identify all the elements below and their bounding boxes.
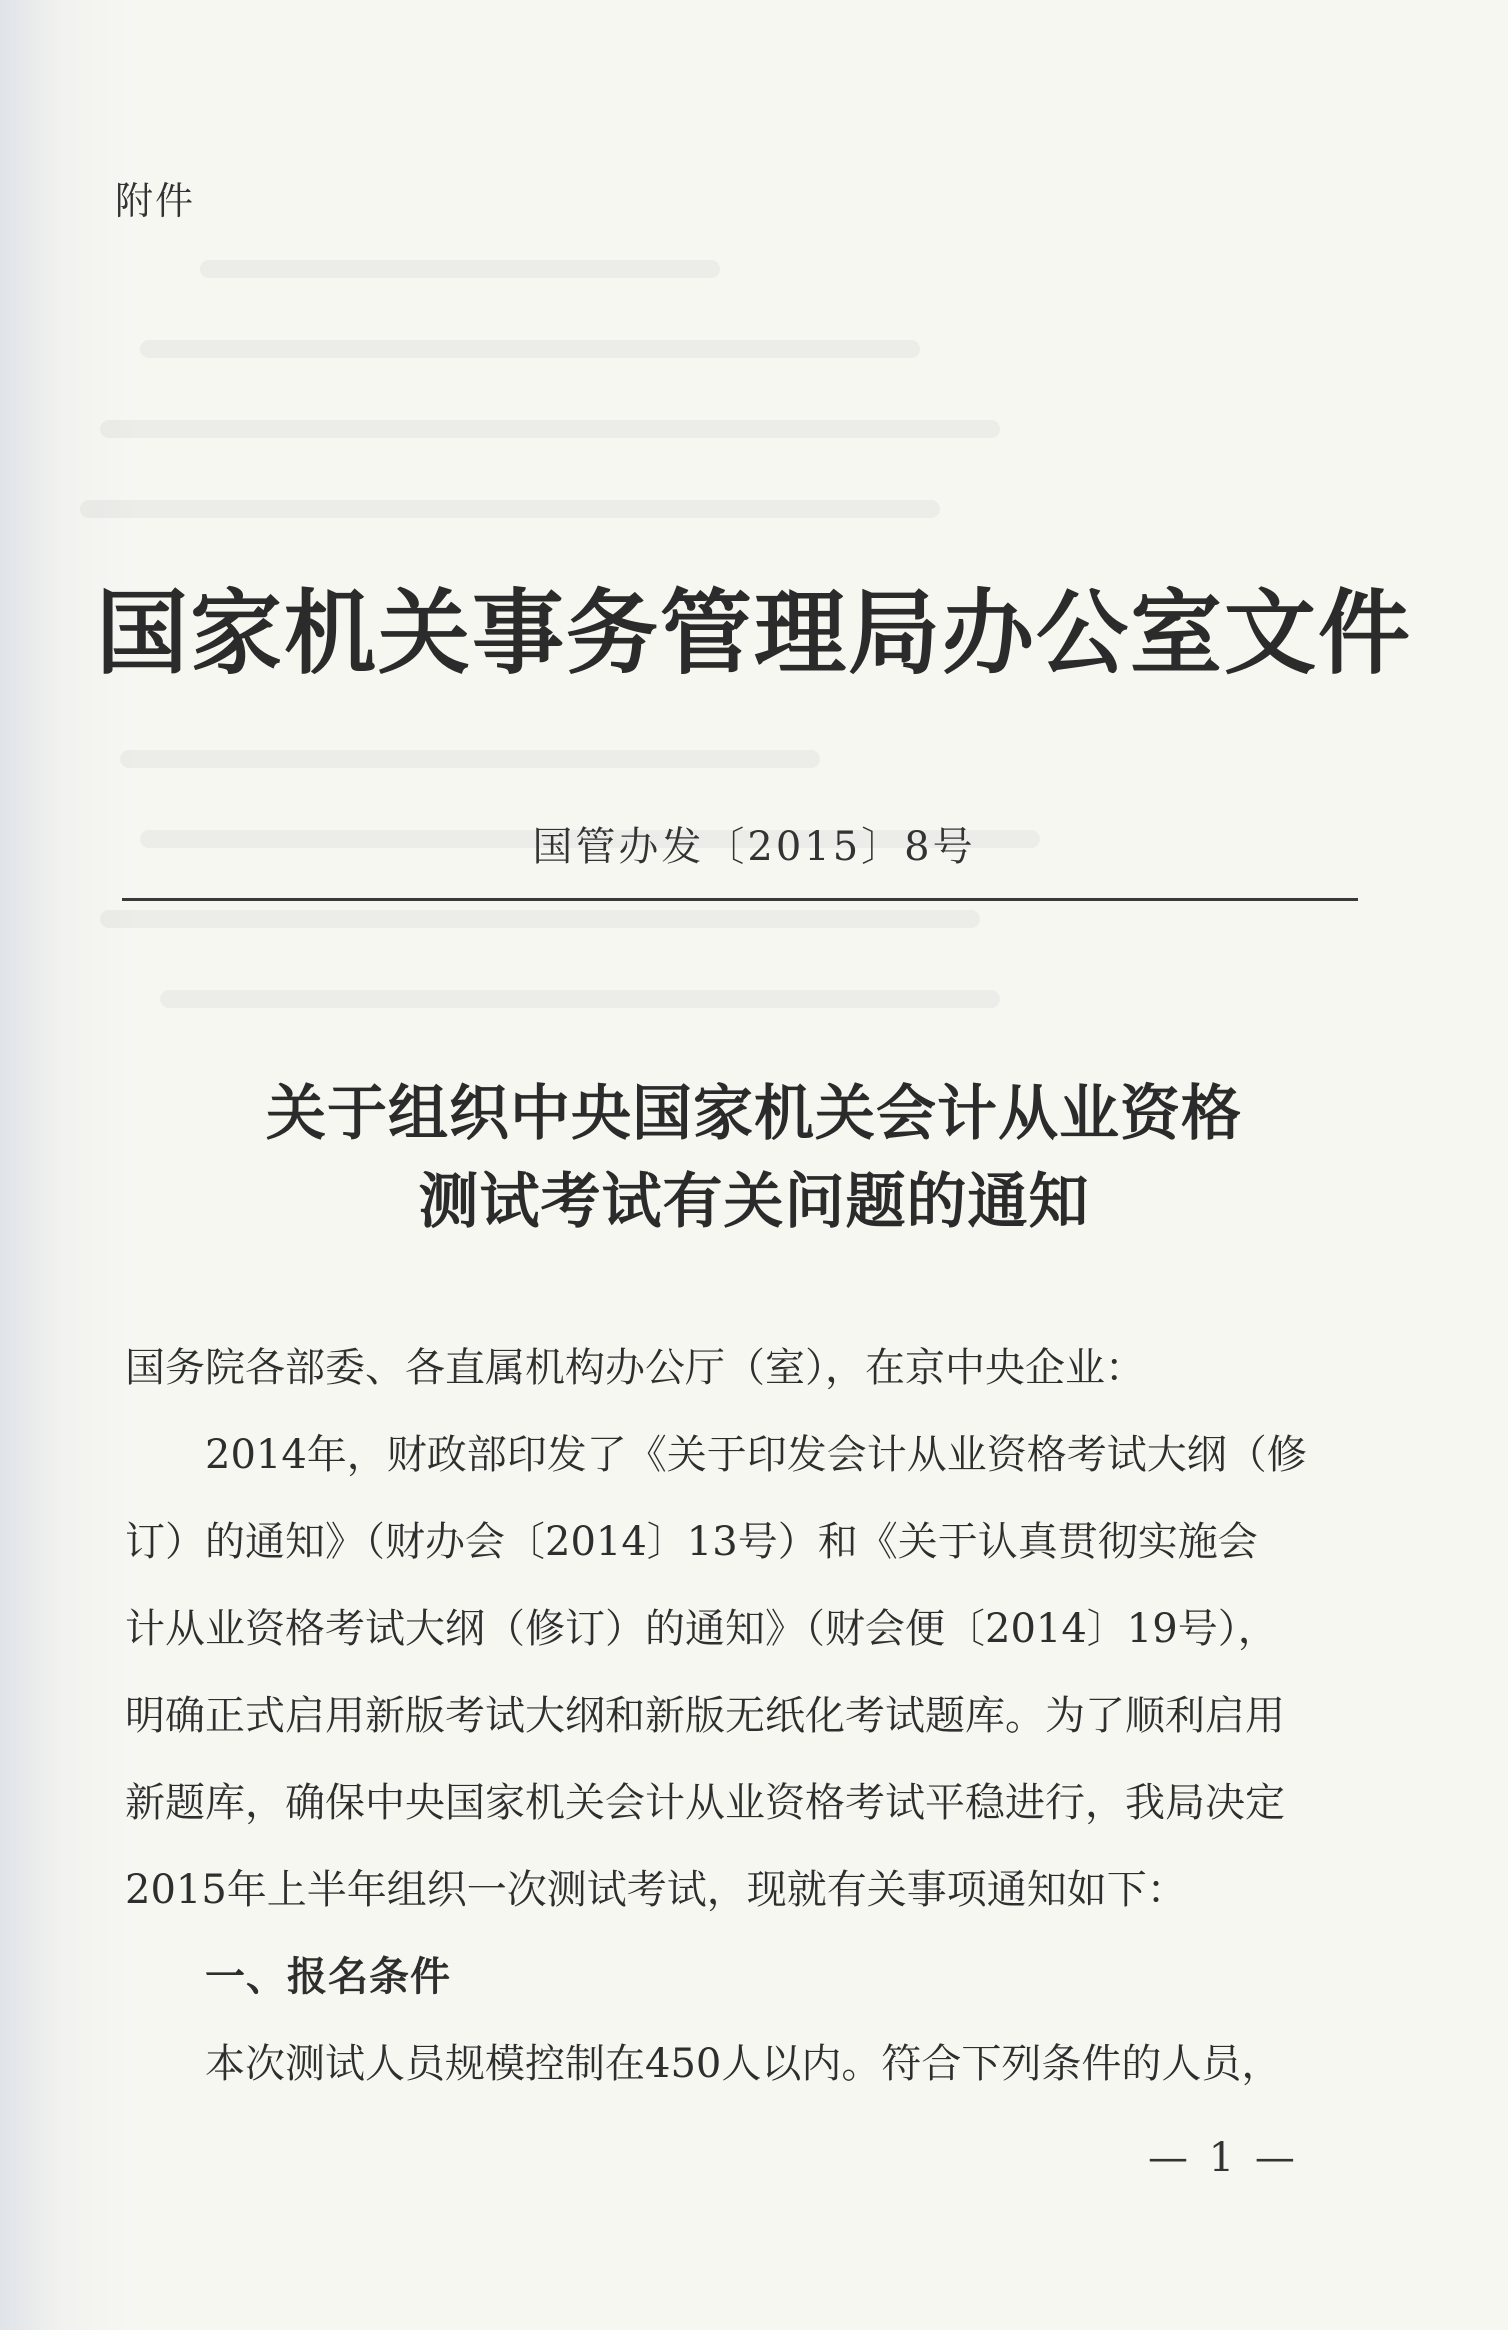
section-heading: 一、报名条件 [205,1954,451,2000]
attachment-label: 附件 [115,179,196,223]
body-line: 订）的通知》（财办会〔2014〕13号）和《关于认真贯彻实施会 [125,1519,1258,1565]
notice-title-line-2: 测试考试有关问题的通知 [418,1167,1090,1237]
body-line: 新题库，确保中央国家机关会计从业资格考试平稳进行，我局决定 [125,1780,1285,1826]
body-line: 计从业资格考试大纲（修订）的通知》（财会便〔2014〕19号）， [125,1606,1278,1652]
body-line: 2015年上半年组织一次测试考试，现就有关事项通知如下： [125,1867,1187,1913]
document-header-title: 国家机关事务管理局办公室文件 [95,579,1412,687]
notice-title [0,1070,1508,1246]
notice-body [125,1325,1330,2108]
body-line: 本次测试人员规模控制在450人以内。符合下列条件的人员， [205,2041,1282,2087]
body-line: 2014年，财政部印发了《关于印发会计从业资格考试大纲（修 [205,1432,1307,1478]
notice-title-line-1: 关于组织中央国家机关会计从业资格 [266,1079,1242,1149]
body-line: 明确正式启用新版考试大纲和新版无纸化考试题库。为了顺利启用 [125,1693,1285,1739]
page-number: — 1 — [1148,2135,1299,2181]
document-number: 国管办发〔2015〕8号 [532,824,976,870]
salutation: 国务院各部委、各直属机构办公厅（室），在京中央企业： [125,1345,1145,1391]
header-divider [122,898,1358,901]
